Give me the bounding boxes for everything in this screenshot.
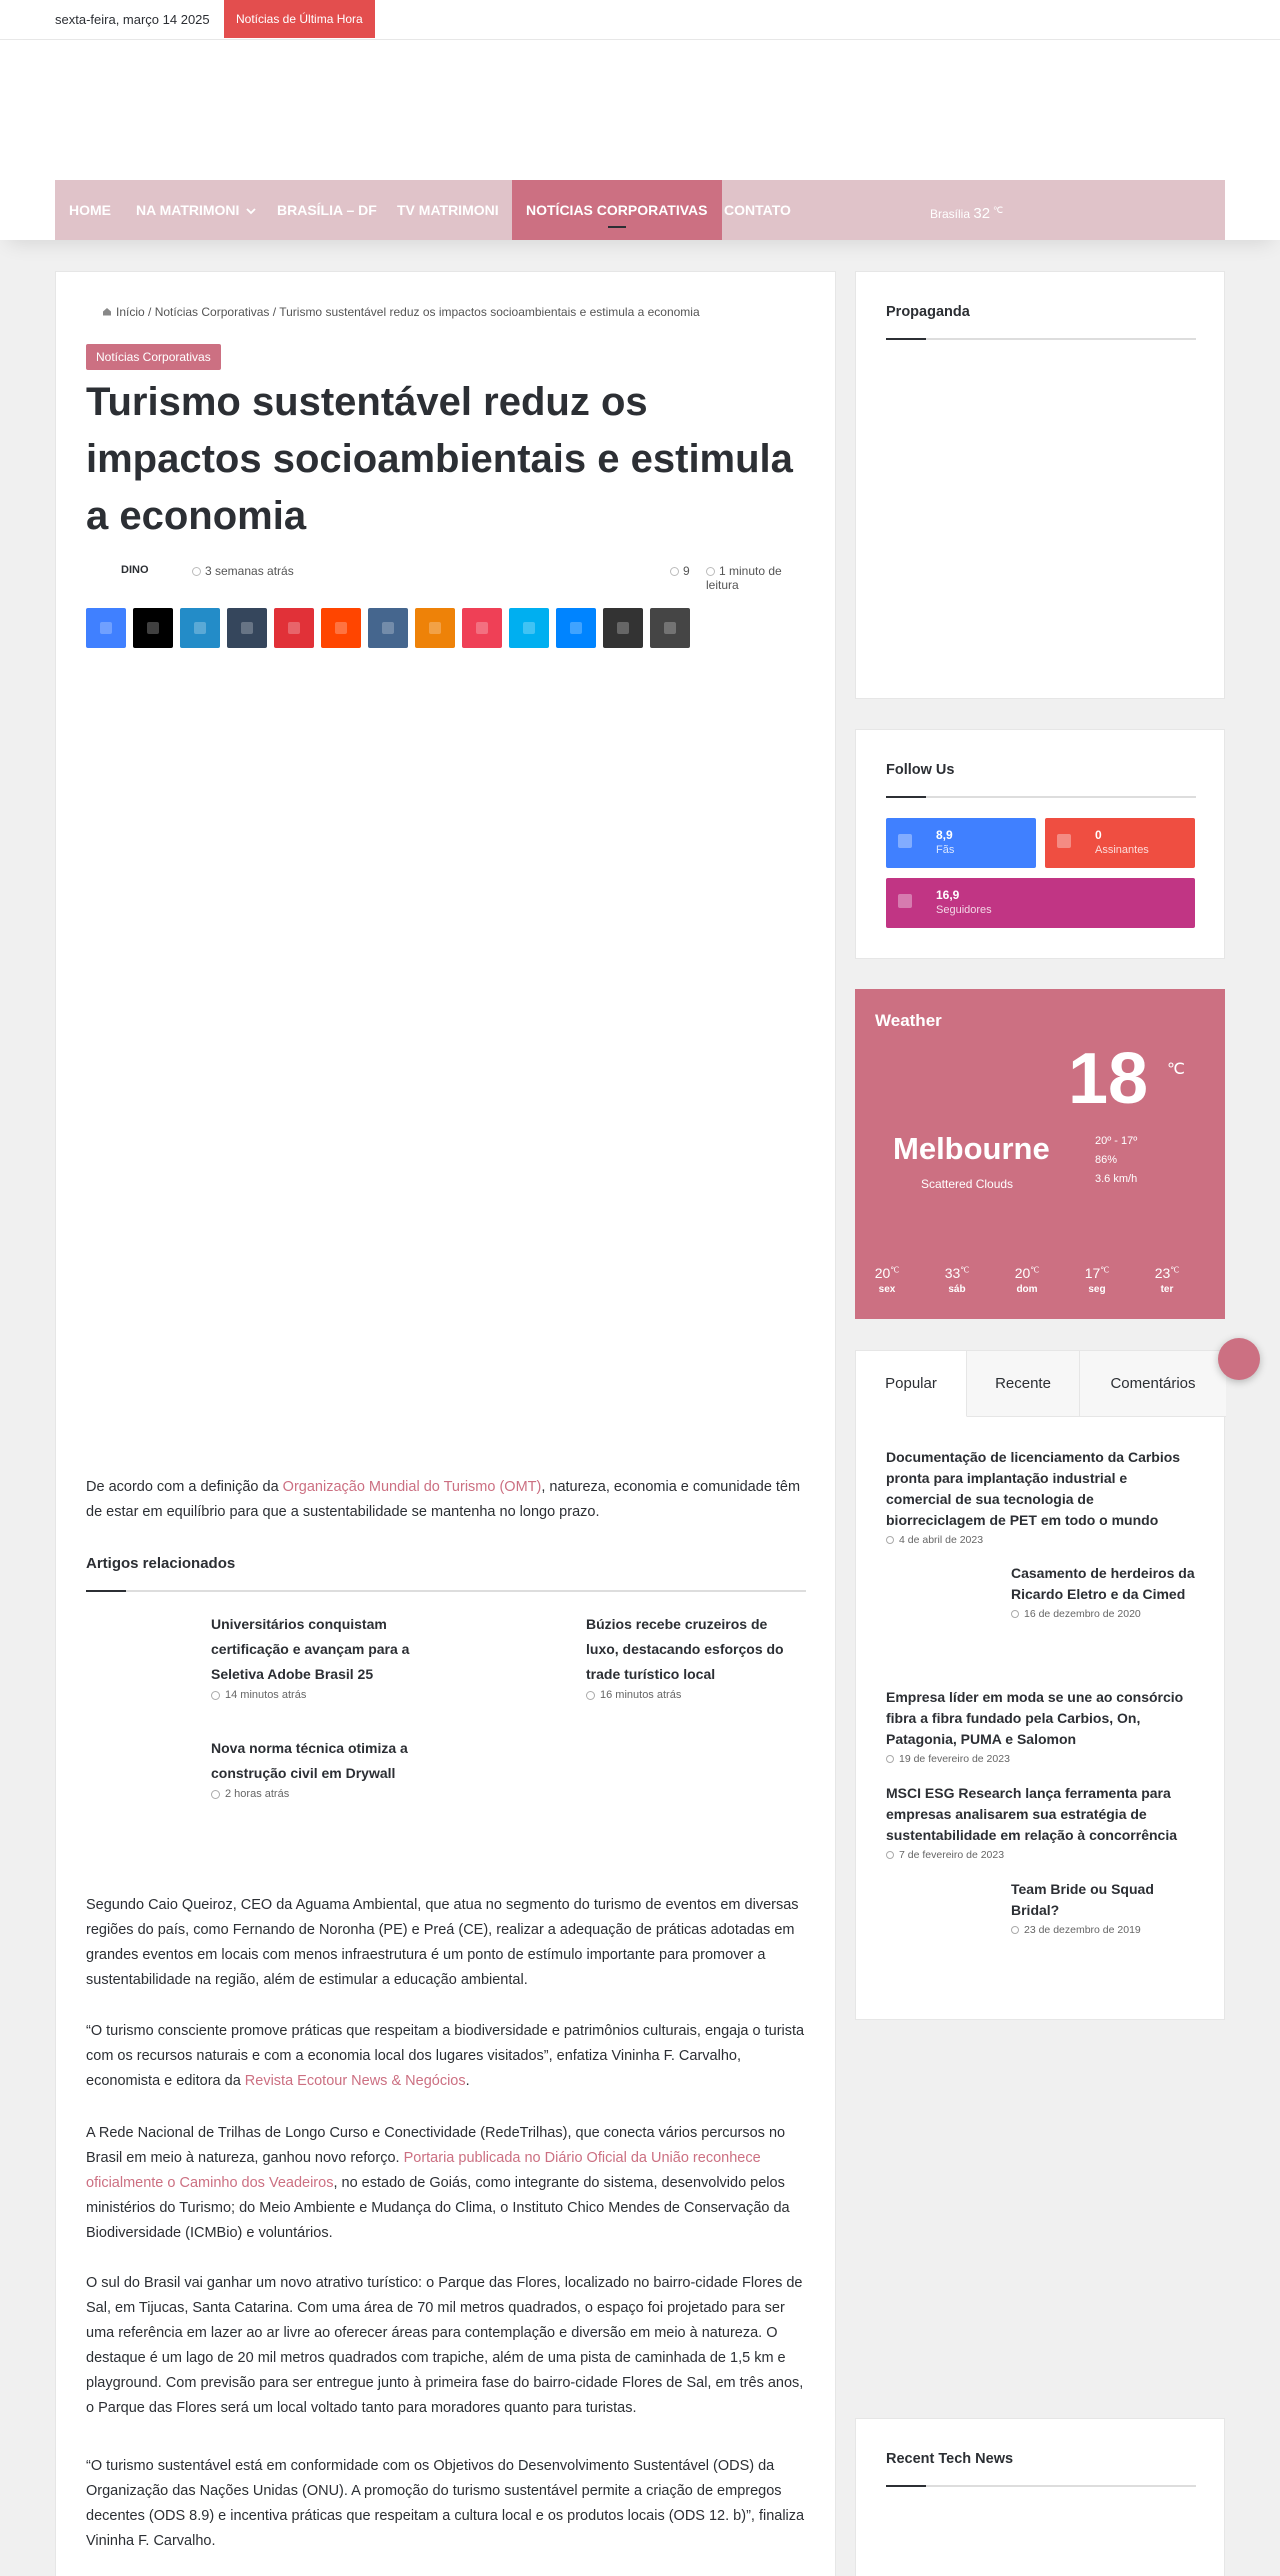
follow-label: Assinantes [1095, 844, 1149, 856]
skype-icon [523, 622, 535, 634]
forecast-temp: 33 [944, 1265, 961, 1281]
related-article[interactable] [211, 1612, 426, 1701]
post-date-label: 19 de fevereiro de 2023 [899, 1753, 1010, 1765]
follow-count: 8,9 [936, 828, 953, 842]
tab-comentarios[interactable]: Comentários [1080, 1351, 1226, 1417]
header-weather-temp: 32 [973, 205, 991, 222]
vk-share-button[interactable] [368, 608, 408, 648]
divider-accent [886, 2485, 926, 2487]
weather-unit: ℃ [1167, 1061, 1185, 1078]
forecast-day [1005, 1265, 1049, 1295]
follow-label: Fãs [936, 844, 955, 856]
weather-wind: 3.6 km/h [1095, 1173, 1138, 1185]
post-date-label: 23 de dezembro de 2019 [1024, 1924, 1141, 1936]
article-paragraph: O sul do Brasil vai ganhar um novo atrativo turístico: o Parque das Flores, localizado no bairro-cidade Flores de Sal, em Tijucas, Santa Catarina. Com uma área de 70 mil metros quadrados, o espaço foi projetado para ser uma referência em lazer ao ar livre ao oferecer áreas para contemplação e diversão em meio à natureza. O destaque é um lago de 20 mil metros quadrados com trapiche, além de uma pista de caminhada de 1,5 km e playground. Com previsão para ser entregue junto à primeira fase do bairro-cidade Flores de Sal, em três anos, o Parque das Flores será um local voltado tanto para moradores quanto para turistas. [86, 2275, 804, 2416]
article-paragraph: Segundo Caio Queiroz, CEO da Aguama Ambiental, que atua no segmento do turismo de eventos em diversas regiões do país, como Fernando de Noronha (PE) e Preá (CE), realizar a adequação de práticas adotadas em grandes eventos em locais com menos infraestrutura é um ponto de estímulo importante para promover a sustentabilidade na região, além de estimular a educação ambiental. [86, 1897, 799, 1988]
paragraph-text: De acordo com a definição da [86, 1479, 283, 1495]
nav-item-na-matrimoni[interactable] [136, 180, 256, 240]
portaria-link[interactable]: Portaria publicada no Diário Oficial da União reconhece oficialmente o Caminho dos Veadeiros [86, 2150, 761, 2191]
book-icon [706, 567, 715, 576]
related-article-date-label: 14 minutos atrás [225, 1689, 307, 1701]
ad-widget [855, 271, 1225, 699]
breaking-news-label[interactable]: Notícias de Última Hora [224, 0, 375, 38]
post-date [1011, 1608, 1201, 1620]
nav-item-label: NOTÍCIAS CORPORATIVAS [526, 202, 708, 218]
weather-city: Melbourne [893, 1131, 1050, 1166]
weather-humidity: 86% [1095, 1154, 1118, 1166]
weather-condition: Scattered Clouds [921, 1177, 1014, 1191]
linkedin-share-button[interactable] [180, 608, 220, 648]
breadcrumb-separator: / [144, 305, 155, 319]
forecast-day [1075, 1265, 1119, 1295]
forecast-day-name: sáb [948, 1284, 966, 1295]
article-paragraph [86, 1475, 806, 1525]
post-title: MSCI ESG Research lança ferramenta para empresas analisarem sua estratégia de sustentabilidade em relação à concorrência [886, 1785, 1178, 1843]
related-article-title: Universitários conquistam certificação e avançam para a Seletiva Adobe Brasil 25 [211, 1616, 410, 1682]
facebook-share-button[interactable] [86, 608, 126, 648]
forecast-unit: ℃ [960, 1265, 970, 1275]
forecast-day [1145, 1265, 1189, 1295]
weather-range: 20º - 17º [1095, 1135, 1138, 1147]
clock-icon [1011, 1926, 1019, 1934]
widget-divider [886, 338, 1196, 340]
clock-icon [886, 1755, 894, 1763]
related-article-date-label: 16 minutos atrás [600, 1689, 682, 1701]
forecast-temp: 20 [874, 1265, 891, 1281]
facebook-follow-button[interactable] [886, 818, 1036, 868]
nav-item-label: NA MATRIMONI [136, 202, 240, 218]
weather-widget [855, 989, 1225, 1319]
home-icon [102, 307, 112, 316]
forecast-day-name: dom [1016, 1284, 1038, 1295]
post-title: Empresa líder em moda se une ao consórcio fibra a fibra fundado pela Carbios, On, Patagonia, PUMA e Salomon [886, 1689, 1184, 1747]
follow-label: Seguidores [936, 904, 992, 916]
active-indicator [608, 226, 626, 228]
messenger-icon [570, 622, 582, 634]
clock-icon [211, 1790, 220, 1799]
post-date-label: 4 de abril de 2023 [899, 1534, 984, 1546]
clock-icon [586, 1691, 595, 1700]
breadcrumb-home-label: Início [116, 305, 145, 319]
vk-icon [382, 622, 394, 634]
widget-title: Recent Tech News [886, 2451, 1014, 2467]
odnoklassniki-icon [429, 622, 441, 634]
article-paragraph [86, 2121, 806, 2246]
nav-item-noticias-corporativas[interactable] [512, 180, 722, 240]
related-article-date-label: 2 horas atrás [225, 1788, 290, 1800]
forecast-day [865, 1265, 909, 1295]
breadcrumb [102, 305, 700, 319]
tabbed-posts-widget [855, 1350, 1225, 2020]
post-date-label: 7 de fevereiro de 2023 [899, 1849, 1005, 1861]
related-article-date [211, 1689, 426, 1701]
share-share-button[interactable] [603, 608, 643, 648]
reddit-share-button[interactable] [321, 608, 361, 648]
forecast-temp: 17 [1084, 1265, 1101, 1281]
comments-count-label: 9 [683, 564, 690, 578]
related-article[interactable] [586, 1612, 801, 1701]
related-divider [86, 1590, 806, 1592]
top-bar [0, 0, 1280, 40]
widget-title: Follow Us [886, 762, 955, 778]
clock-icon [886, 1536, 894, 1544]
follow-count: 16,9 [936, 888, 960, 902]
tumblr-share-button[interactable] [227, 608, 267, 648]
widget-divider [886, 2485, 1196, 2487]
post-date [192, 564, 294, 578]
messenger-share-button[interactable] [556, 608, 596, 648]
print-icon [664, 622, 676, 634]
reddit-icon [335, 622, 347, 634]
weather-title: Weather [875, 1011, 942, 1030]
linkedin-icon [194, 622, 206, 634]
paragraph-text: , no estado de Goiás, como integrante do sistema, desenvolvido pelos ministérios do Turismo; do Meio Ambiente e Mudança do Clima, o Instituto Chico Mendes de Conservação da Biodiversidade (ICMBio) e voluntários. [86, 2175, 790, 2241]
post-date [1011, 1924, 1201, 1936]
post-item[interactable] [886, 1687, 1196, 1765]
post-date-label: 16 de dezembro de 2020 [1024, 1608, 1141, 1620]
odnoklassniki-share-button[interactable] [415, 608, 455, 648]
ad-space [86, 670, 806, 1450]
post-meta [86, 564, 806, 592]
divider-accent [886, 796, 926, 798]
paragraph-text: , natureza, economia e comunidade têm de estar em equilíbrio para que a sustentabilidade se mantenha no longo prazo. [86, 1479, 801, 1520]
weather-stats [1095, 1132, 1137, 1189]
forecast-day-name: sex [878, 1284, 896, 1295]
x-icon [147, 622, 159, 634]
widget-title: Propaganda [886, 304, 970, 320]
header-weather-city: Brasília [930, 207, 971, 221]
article-card [55, 271, 836, 2576]
forecast-unit: ℃ [890, 1265, 900, 1275]
divider-accent [886, 338, 926, 340]
forecast-day-name: ter [1160, 1284, 1174, 1295]
pinterest-icon [288, 622, 300, 634]
divider-accent [86, 1590, 126, 1592]
tab-recente[interactable]: Recente [967, 1351, 1080, 1417]
forecast-unit: ℃ [1030, 1265, 1040, 1275]
post-item[interactable] [1011, 1563, 1201, 1620]
post-date [886, 1534, 1196, 1546]
forecast-unit: ℃ [1170, 1265, 1180, 1275]
post-date [886, 1849, 1196, 1861]
x-share-button[interactable] [133, 608, 173, 648]
pocket-icon [476, 622, 488, 634]
post-title: Casamento de herdeiros da Ricardo Eletro e da Cimed [1011, 1565, 1195, 1602]
omt-link[interactable]: Organização Mundial do Turismo (OMT) [282, 1479, 542, 1495]
nav-item-contato[interactable]: CONTATO [724, 202, 791, 218]
author-name[interactable]: DINO [121, 564, 149, 576]
nav-item-tv-matrimoni[interactable]: TV MATRIMONI [397, 202, 499, 218]
site-header [0, 40, 1280, 240]
related-article-title: Nova norma técnica otimiza a construção civil em Drywall [211, 1740, 408, 1781]
article-title: Turismo sustentável reduz os impactos socioambientais e estimula a economia [86, 380, 793, 538]
post-item[interactable] [886, 1783, 1196, 1861]
comments-count[interactable] [670, 564, 690, 578]
share-icon [617, 622, 629, 634]
category-badge[interactable]: Notícias Corporativas [86, 344, 221, 370]
instagram-follow-button[interactable] [886, 878, 1195, 928]
current-date: sexta-feira, março 14 2025 [55, 12, 210, 27]
follow-count: 0 [1095, 828, 1102, 842]
print-share-button[interactable] [650, 608, 690, 648]
breadcrumb-home[interactable] [102, 305, 145, 319]
reading-time [706, 564, 806, 592]
youtube-follow-button[interactable] [1045, 818, 1195, 868]
article-paragraph: “O turismo sustentável está em conformidade com os Objetivos do Desenvolvimento Sustentável (ODS) da Organização das Nações Unidas (ONU). A promoção do turismo sustentável permite a criação de empregos decentes (ODS 8.9) e incentiva práticas que respeitam a cultura local e os produtos locais (ODS 12. b)”, finaliza Vininha F. Carvalho. [86, 2458, 805, 2549]
clock-icon [211, 1691, 220, 1700]
header-weather [930, 180, 1003, 240]
post-date-label: 3 semanas atrás [205, 564, 294, 578]
ecotour-link[interactable]: Revista Ecotour News & Negócios [244, 2073, 466, 2089]
forecast-day-name: seg [1088, 1284, 1106, 1295]
widget-divider [886, 796, 1196, 798]
related-articles-title: Artigos relacionados [86, 1555, 236, 1572]
related-article-title: Búzios recebe cruzeiros de luxo, destacando esforços do trade turístico local [586, 1616, 784, 1682]
related-article[interactable] [211, 1736, 426, 1800]
skype-share-button[interactable] [509, 608, 549, 648]
forecast-unit: ℃ [1100, 1265, 1110, 1275]
nav-item-brasilia[interactable]: BRASÍLIA – DF [277, 202, 377, 218]
nav-item-home[interactable]: HOME [69, 202, 111, 218]
related-article-date [211, 1788, 426, 1800]
post-title: Documentação de licenciamento da Carbios pronta para implantação industrial e comercial de sua tecnologia de biorreciclagem de PET em todo o mundo [886, 1449, 1181, 1528]
breadcrumb-current: Turismo sustentável reduz os impactos socioambientais e estimula a economia [279, 305, 700, 319]
facebook-icon [898, 834, 912, 848]
related-article-date [586, 1689, 801, 1701]
tumblr-icon [241, 622, 253, 634]
clock-icon [192, 567, 201, 576]
tab-popular[interactable]: Popular [856, 1351, 967, 1417]
article-paragraph [86, 2019, 806, 2094]
breadcrumb-separator: / [269, 305, 280, 319]
facebook-icon [100, 622, 112, 634]
post-title: Team Bride ou Squad Bridal? [1011, 1881, 1154, 1918]
chevron-down-icon [246, 207, 256, 215]
post-item[interactable] [1011, 1879, 1201, 1936]
post-date [886, 1753, 1196, 1765]
tech-news-widget [855, 2418, 1225, 2576]
clock-icon [886, 1851, 894, 1859]
forecast-day [935, 1265, 979, 1295]
paragraph-text: “O turismo consciente promove práticas que respeitam a biodiversidade e patrimônios culturais, engaja o turista com os recursos naturais e com a economia local dos lugares visitados”, enfatiza Vininha F. Carvalho, economista e editora da [86, 2023, 805, 2089]
back-to-top-button[interactable] [1218, 1338, 1260, 1380]
weather-temperature: 18 [1068, 1039, 1149, 1119]
breadcrumb-category[interactable]: Notícias Corporativas [154, 305, 270, 319]
main-nav [55, 180, 1225, 240]
instagram-icon [898, 894, 912, 908]
follow-widget [855, 729, 1225, 959]
pocket-share-button[interactable] [462, 608, 502, 648]
forecast-temp: 23 [1154, 1265, 1171, 1281]
forecast-temp: 20 [1014, 1265, 1031, 1281]
comment-icon [670, 567, 679, 576]
header-weather-unit: ℃ [993, 205, 1004, 215]
youtube-icon [1057, 834, 1071, 848]
reading-time-label: 1 minuto de leitura [706, 564, 782, 592]
paragraph-text: A Rede Nacional de Trilhas de Longo Curso e Conectividade (RedeTrilhas), que conecta vários percursos no Brasil em meio à natureza, ganhou novo reforço. [86, 2125, 786, 2166]
clock-icon [1011, 1610, 1019, 1618]
paragraph-text: . [465, 2073, 470, 2089]
pinterest-share-button[interactable] [274, 608, 314, 648]
post-item[interactable] [886, 1447, 1196, 1546]
